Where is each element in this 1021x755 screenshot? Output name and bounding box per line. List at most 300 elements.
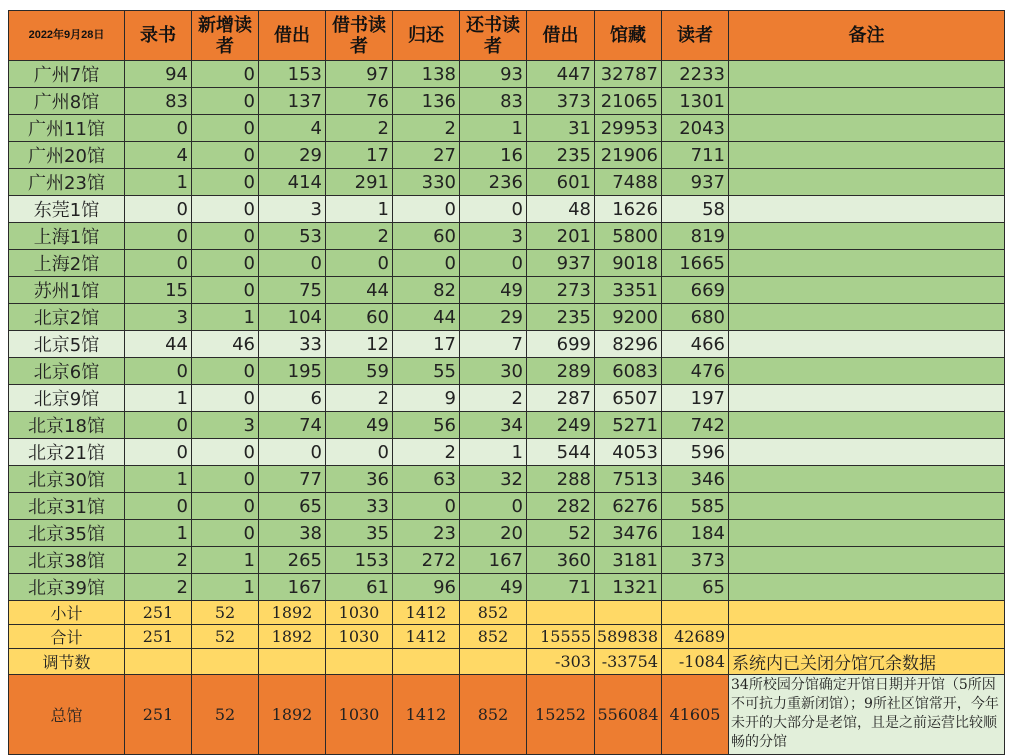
cataloged-cell: 15 [125,277,192,304]
borrowing-readers-cell: 2 [326,115,393,142]
note-cell [729,520,1005,547]
new-readers-cell: 0 [192,250,259,277]
cataloged-cell: 251 [125,675,192,755]
collection-cell: 21065 [595,88,662,115]
new-readers-cell: 1 [192,574,259,601]
returns-cell: 27 [393,142,460,169]
note-cell [729,304,1005,331]
collection-cell: 8296 [595,331,662,358]
header-readers: 读者 [662,11,729,61]
library-name: 北京6馆 [9,358,125,385]
total-loans-cell: 287 [527,385,595,412]
library-row [9,61,1005,88]
borrowing-readers-cell: 59 [326,358,393,385]
library-row [9,385,1005,412]
note-cell [729,385,1005,412]
total-loans-cell: 447 [527,61,595,88]
library-row [9,169,1005,196]
borrowing-readers-cell: 153 [326,547,393,574]
new-readers-cell: 52 [192,601,259,625]
header-total-loans: 借出 [527,11,595,61]
total-loans-cell: 71 [527,574,595,601]
returns-cell: 330 [393,169,460,196]
new-readers-cell: 0 [192,493,259,520]
readers-cell: 585 [662,493,729,520]
borrowing-readers-cell: 1 [326,196,393,223]
borrowing-readers-cell: 36 [326,466,393,493]
returns-cell: 2 [393,439,460,466]
returns-cell: 1412 [393,625,460,649]
library-row [9,331,1005,358]
library-row [9,115,1005,142]
header-returns: 归还 [393,11,460,61]
new-readers-cell: 0 [192,196,259,223]
cataloged-cell: 3 [125,304,192,331]
returns-cell: 23 [393,520,460,547]
borrowing-readers-cell: 17 [326,142,393,169]
header-collection: 馆藏 [595,11,662,61]
loans-cell: 414 [259,169,326,196]
note-cell [729,196,1005,223]
returning-readers-cell: 852 [460,601,527,625]
cataloged-cell: 0 [125,358,192,385]
note-cell [729,439,1005,466]
subtotal-label: 小计 [9,601,125,625]
collection-cell: 3181 [595,547,662,574]
readers-cell: 1301 [662,88,729,115]
subtotal-row [9,601,1005,625]
new-readers-cell: 1 [192,547,259,574]
collection-cell: 6083 [595,358,662,385]
returning-readers-cell: 83 [460,88,527,115]
library-name: 北京21馆 [9,439,125,466]
adjustment-row [9,649,1005,675]
loans-cell: 38 [259,520,326,547]
returning-readers-cell: 32 [460,466,527,493]
borrowing-readers-cell: 44 [326,277,393,304]
library-row [9,196,1005,223]
returns-cell: 136 [393,88,460,115]
loans-cell: 137 [259,88,326,115]
readers-cell: 373 [662,547,729,574]
collection-cell: 21906 [595,142,662,169]
new-readers-cell: 0 [192,142,259,169]
loans-cell: 195 [259,358,326,385]
returning-readers-cell: 16 [460,142,527,169]
library-row [9,574,1005,601]
hq-label: 总馆 [9,675,125,755]
library-row [9,277,1005,304]
returning-readers-cell [460,649,527,675]
loans-cell: 65 [259,493,326,520]
returns-cell: 9 [393,385,460,412]
readers-cell: 2043 [662,115,729,142]
library-name: 广州8馆 [9,88,125,115]
adjust-note: 系统内已关闭分馆冗余数据 [729,649,1005,675]
total-loans-cell: 52 [527,520,595,547]
returning-readers-cell: 20 [460,520,527,547]
library-name: 北京30馆 [9,466,125,493]
readers-cell [662,601,729,625]
library-name: 上海2馆 [9,250,125,277]
cataloged-cell: 1 [125,520,192,547]
returns-cell [393,649,460,675]
borrowing-readers-cell: 2 [326,223,393,250]
library-row [9,412,1005,439]
note-cell [729,61,1005,88]
collection-cell: 32787 [595,61,662,88]
cataloged-cell: 1 [125,169,192,196]
note-cell [729,115,1005,142]
loans-cell: 265 [259,547,326,574]
collection-cell: 6276 [595,493,662,520]
headquarters-row [9,675,1005,755]
readers-cell: 42689 [662,625,729,649]
note-cell [729,88,1005,115]
new-readers-cell: 46 [192,331,259,358]
borrowing-readers-cell [326,649,393,675]
library-name: 北京18馆 [9,412,125,439]
returning-readers-cell: 3 [460,223,527,250]
note-cell [729,358,1005,385]
borrowing-readers-cell: 1030 [326,625,393,649]
header-returning-readers: 还书读者 [460,11,527,61]
returns-cell: 63 [393,466,460,493]
returns-cell: 1412 [393,601,460,625]
collection-cell: 589838 [595,625,662,649]
cataloged-cell: 251 [125,601,192,625]
loans-cell: 77 [259,466,326,493]
returns-cell: 0 [393,196,460,223]
returns-cell: 56 [393,412,460,439]
header-borrowing-readers: 借书读者 [326,11,393,61]
borrowing-readers-cell: 35 [326,520,393,547]
borrowing-readers-cell: 12 [326,331,393,358]
library-row [9,466,1005,493]
hq-note: 34所校园分馆确定开馆日期并开馆（5所因不可抗力重新闭馆）；9所社区馆常开，今年未开的大部分是老馆，且是之前运营比较顺畅的分馆 [729,675,1005,755]
note-cell [729,331,1005,358]
cataloged-cell: 0 [125,196,192,223]
library-name: 苏州1馆 [9,277,125,304]
collection-cell: -33754 [595,649,662,675]
new-readers-cell [192,649,259,675]
library-name: 北京5馆 [9,331,125,358]
note-cell [729,547,1005,574]
collection-cell: 7488 [595,169,662,196]
new-readers-cell: 0 [192,88,259,115]
borrowing-readers-cell: 33 [326,493,393,520]
returning-readers-cell: 852 [460,675,527,755]
library-row [9,520,1005,547]
borrowing-readers-cell: 0 [326,250,393,277]
library-name: 上海1馆 [9,223,125,250]
readers-cell: 680 [662,304,729,331]
readers-cell: 1665 [662,250,729,277]
loans-cell: 33 [259,331,326,358]
note-cell [729,250,1005,277]
returning-readers-cell: 1 [460,439,527,466]
header-date: 2022年9月28日 [9,11,125,61]
collection-cell: 7513 [595,466,662,493]
library-row [9,142,1005,169]
cataloged-cell: 83 [125,88,192,115]
collection-cell: 556084 [595,675,662,755]
loans-cell [259,649,326,675]
cataloged-cell: 2 [125,547,192,574]
library-row [9,439,1005,466]
loans-cell: 153 [259,61,326,88]
readers-cell: -1084 [662,649,729,675]
loans-cell: 104 [259,304,326,331]
cataloged-cell: 0 [125,250,192,277]
borrowing-readers-cell: 60 [326,304,393,331]
cataloged-cell: 0 [125,115,192,142]
total-loans-cell: 31 [527,115,595,142]
readers-cell: 197 [662,385,729,412]
total-loans-cell: 15252 [527,675,595,755]
cataloged-cell: 1 [125,385,192,412]
library-name: 北京38馆 [9,547,125,574]
returns-cell: 0 [393,250,460,277]
library-row [9,547,1005,574]
total-loans-cell: 937 [527,250,595,277]
returns-cell: 55 [393,358,460,385]
returns-cell: 138 [393,61,460,88]
borrowing-readers-cell: 1030 [326,675,393,755]
readers-cell: 65 [662,574,729,601]
borrowing-readers-cell: 61 [326,574,393,601]
cataloged-cell: 0 [125,439,192,466]
cataloged-cell: 251 [125,625,192,649]
total-loans-cell: 273 [527,277,595,304]
loans-cell: 74 [259,412,326,439]
returning-readers-cell: 7 [460,331,527,358]
library-row [9,304,1005,331]
borrowing-readers-cell: 49 [326,412,393,439]
library-row [9,223,1005,250]
total-note [729,625,1005,649]
total-loans-cell: 699 [527,331,595,358]
total-loans-cell: 601 [527,169,595,196]
returning-readers-cell: 30 [460,358,527,385]
library-name: 北京9馆 [9,385,125,412]
returning-readers-cell: 34 [460,412,527,439]
readers-cell: 819 [662,223,729,250]
returning-readers-cell: 49 [460,277,527,304]
cataloged-cell [125,649,192,675]
returns-cell: 1412 [393,675,460,755]
returns-cell: 0 [393,493,460,520]
total-loans-cell: 201 [527,223,595,250]
readers-cell: 476 [662,358,729,385]
total-loans-cell: 282 [527,493,595,520]
loans-cell: 1892 [259,601,326,625]
library-row [9,493,1005,520]
library-name: 广州7馆 [9,61,125,88]
collection-cell: 1626 [595,196,662,223]
total-loans-cell: 249 [527,412,595,439]
loans-cell: 1892 [259,675,326,755]
cataloged-cell: 4 [125,142,192,169]
note-cell [729,277,1005,304]
loans-cell: 53 [259,223,326,250]
new-readers-cell: 0 [192,223,259,250]
collection-cell: 5800 [595,223,662,250]
loans-cell: 29 [259,142,326,169]
loans-cell: 0 [259,439,326,466]
collection-cell: 6507 [595,385,662,412]
returns-cell: 17 [393,331,460,358]
returning-readers-cell: 0 [460,493,527,520]
total-loans-cell: 235 [527,304,595,331]
new-readers-cell: 0 [192,115,259,142]
returning-readers-cell: 1 [460,115,527,142]
adjust-label: 调节数 [9,649,125,675]
returning-readers-cell: 2 [460,385,527,412]
returns-cell: 272 [393,547,460,574]
readers-cell: 937 [662,169,729,196]
new-readers-cell: 0 [192,358,259,385]
returns-cell: 82 [393,277,460,304]
returns-cell: 44 [393,304,460,331]
borrowing-readers-cell: 291 [326,169,393,196]
library-stats-table [8,10,1005,755]
readers-cell: 184 [662,520,729,547]
total-loans-cell: 235 [527,142,595,169]
readers-cell: 742 [662,412,729,439]
total-loans-cell: -303 [527,649,595,675]
total-loans-cell: 15555 [527,625,595,649]
library-name: 北京2馆 [9,304,125,331]
note-cell [729,412,1005,439]
library-name: 北京31馆 [9,493,125,520]
borrowing-readers-cell: 76 [326,88,393,115]
library-row [9,358,1005,385]
new-readers-cell: 3 [192,412,259,439]
cataloged-cell: 0 [125,223,192,250]
readers-cell: 58 [662,196,729,223]
returning-readers-cell: 236 [460,169,527,196]
new-readers-cell: 52 [192,675,259,755]
note-cell [729,142,1005,169]
total-loans-cell: 48 [527,196,595,223]
note-cell [729,466,1005,493]
borrowing-readers-cell: 97 [326,61,393,88]
header-cataloged: 录书 [125,11,192,61]
subtotal-note [729,601,1005,625]
collection-cell: 1321 [595,574,662,601]
returning-readers-cell: 93 [460,61,527,88]
new-readers-cell: 0 [192,520,259,547]
note-cell [729,169,1005,196]
cataloged-cell: 0 [125,412,192,439]
header-row [9,11,1005,61]
collection-cell: 3476 [595,520,662,547]
returning-readers-cell: 0 [460,250,527,277]
readers-cell: 2233 [662,61,729,88]
loans-cell: 75 [259,277,326,304]
new-readers-cell: 0 [192,61,259,88]
note-cell [729,574,1005,601]
total-loans-cell: 289 [527,358,595,385]
readers-cell: 596 [662,439,729,466]
total-loans-cell: 544 [527,439,595,466]
library-row [9,88,1005,115]
readers-cell: 711 [662,142,729,169]
library-name: 北京39馆 [9,574,125,601]
new-readers-cell: 0 [192,277,259,304]
collection-cell: 29953 [595,115,662,142]
library-name: 东莞1馆 [9,196,125,223]
new-readers-cell: 0 [192,439,259,466]
returning-readers-cell: 167 [460,547,527,574]
returns-cell: 60 [393,223,460,250]
returning-readers-cell: 49 [460,574,527,601]
new-readers-cell: 0 [192,169,259,196]
note-cell [729,223,1005,250]
cataloged-cell: 1 [125,466,192,493]
new-readers-cell: 0 [192,385,259,412]
returns-cell: 2 [393,115,460,142]
borrowing-readers-cell: 1030 [326,601,393,625]
returning-readers-cell: 29 [460,304,527,331]
loans-cell: 4 [259,115,326,142]
cataloged-cell: 94 [125,61,192,88]
readers-cell: 41605 [662,675,729,755]
loans-cell: 167 [259,574,326,601]
collection-cell: 5271 [595,412,662,439]
loans-cell: 6 [259,385,326,412]
new-readers-cell: 52 [192,625,259,649]
library-name: 广州23馆 [9,169,125,196]
cataloged-cell: 44 [125,331,192,358]
returning-readers-cell: 0 [460,196,527,223]
collection-cell: 9018 [595,250,662,277]
loans-cell: 3 [259,196,326,223]
library-row [9,250,1005,277]
total-loans-cell [527,601,595,625]
cataloged-cell: 0 [125,493,192,520]
library-name: 北京35馆 [9,520,125,547]
loans-cell: 1892 [259,625,326,649]
total-loans-cell: 360 [527,547,595,574]
borrowing-readers-cell: 2 [326,385,393,412]
collection-cell [595,601,662,625]
library-name: 广州20馆 [9,142,125,169]
collection-cell: 9200 [595,304,662,331]
readers-cell: 669 [662,277,729,304]
loans-cell: 0 [259,250,326,277]
header-notes: 备注 [729,11,1005,61]
total-label: 合计 [9,625,125,649]
readers-cell: 466 [662,331,729,358]
returning-readers-cell: 852 [460,625,527,649]
header-new-readers: 新增读者 [192,11,259,61]
total-loans-cell: 288 [527,466,595,493]
total-row [9,625,1005,649]
total-loans-cell: 373 [527,88,595,115]
collection-cell: 4053 [595,439,662,466]
new-readers-cell: 0 [192,466,259,493]
returns-cell: 96 [393,574,460,601]
library-name: 广州11馆 [9,115,125,142]
new-readers-cell: 1 [192,304,259,331]
readers-cell: 346 [662,466,729,493]
collection-cell: 3351 [595,277,662,304]
cataloged-cell: 2 [125,574,192,601]
header-loans: 借出 [259,11,326,61]
borrowing-readers-cell: 0 [326,439,393,466]
